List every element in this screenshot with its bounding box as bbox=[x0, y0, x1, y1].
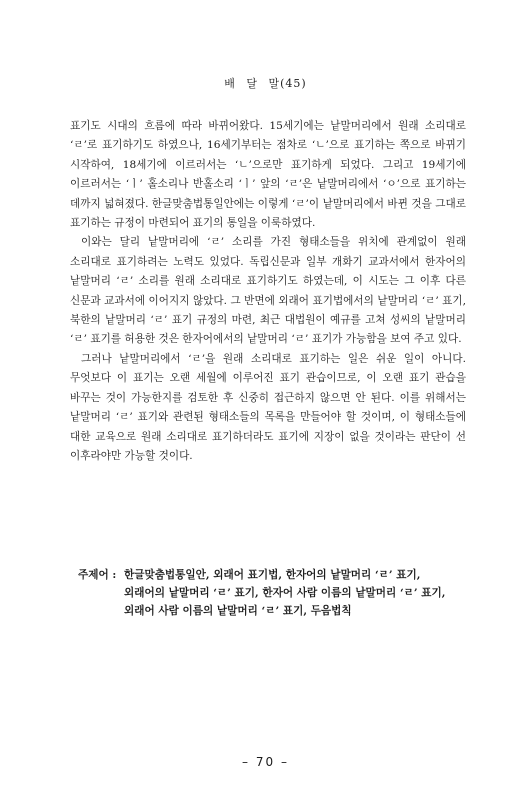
keywords-line-1: 한글맞춤법통일안, 외래어 표기법, 한자어의 낱말머리 ‘ㄹ’ 표기, bbox=[124, 569, 421, 581]
keywords-label: 주제어 : bbox=[78, 569, 117, 581]
keywords-line-3: 외래어 사람 이름의 낱말머리 ‘ㄹ’ 표기, 두음법칙 bbox=[124, 605, 352, 618]
keywords-block bbox=[78, 566, 470, 621]
page-number: – 70 – bbox=[242, 755, 289, 769]
paragraph-1: 표기도 시대의 흐름에 따라 바뀌어왔다. 15세기에는 낱말머리에서 원래 소리대로 ‘ㄹ’로 표기하기도 하였으나, 16세기부터는 점차로 ‘ㄴ’으로 표기하는 쪽으로 바뀌기 시작하여, 18세기에 이르러서는 ‘ㄴ’으로만 표기하게 되었다. 그리고 19세기에 이르러서는 ‘ㅣ’ 홀소리나 반홀소리 ‘ㅣ’ 앞의 ‘ㄹ’은 낱말머리에서 ‘ㅇ’으로 표기하는 데까지 넓혀졌다. 한글맞춤법통일안에는 이렇게 ‘ㄹ’이 낱말머리에서 바뀐 것을 그대로 표기하는 규정이 마련되어 표기의 통일을 이룩하였다. bbox=[70, 120, 466, 230]
paragraph-2: 이와는 달리 낱말머리에 ‘ㄹ’ 소리를 가진 형태소들을 위치에 관계없이 원래 소리대로 표기하려는 노력도 있었다. 독립신문과 일부 개화기 교과서에서 한자어의 낱말머리 ‘ㄹ’ 소리를 원래 소리대로 표기하기도 하였는데, 이 시도는 그 이후 다른 신문과 교과서에 이어지지 않았다. 그 반면에 외래어 표기법에서의 낱말머리 ‘ㄹ’ 표기, 북한의 낱말머리 ‘ㄹ’ 표기 규정의 마련, 최근 대법원이 예규를 고쳐 성씨의 낱말머리 ‘ㄹ’ 표기를 허용한 것은 한자어에서의 낱말머리 ‘ㄹ’ 표기가 가능함을 보여 주고 있다. bbox=[70, 236, 466, 346]
keywords-line-2: 외래어의 낱말머리 ‘ㄹ’ 표기, 한자어 사람 이름의 낱말머리 ‘ㄹ’ 표기, bbox=[124, 587, 446, 600]
paragraph-3: 그러나 낱말머리에서 ‘ㄹ’을 원래 소리대로 표기하는 일은 쉬운 일이 아니다. 무엇보다 이 표기는 오랜 세월에 이루어진 표기 관습이므로, 이 오랜 표기 관습을 바꾸는 것이 가능한지를 검토한 후 신중히 접근하지 않으면 안 된다. 이를 위해서는 낱말머리 ‘ㄹ’ 표기와 관련된 형태소들의 목록을 만들어야 할 것이며, 이 형태소들에 대한 교육으로 원래 소리대로 표기하더라도 표기에 지장이 없을 것이라는 판단이 선 이후라야만 가능할 것이다. bbox=[70, 352, 466, 462]
body-text bbox=[70, 117, 466, 466]
running-header: 배 달 말(45) bbox=[224, 77, 307, 90]
keywords-first-line bbox=[78, 566, 470, 584]
